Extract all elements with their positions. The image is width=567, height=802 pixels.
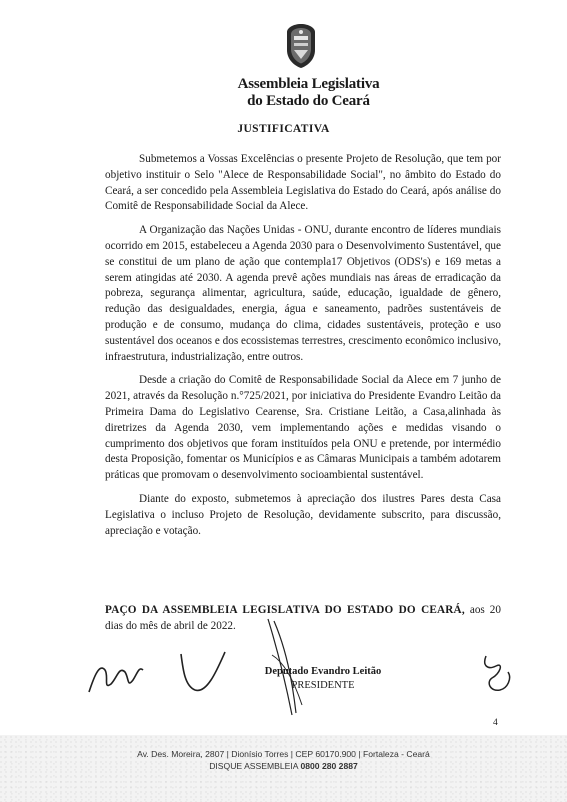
closing-place: PAÇO DA ASSEMBLEIA LEGISLATIVA DO ESTADO DO CEARÁ, <box>105 604 465 616</box>
hotline-label: DISQUE ASSEMBLEIA <box>209 761 299 771</box>
paragraph: A Organização das Nações Unidas - ONU, durante encontro de líderes mundiais ocorrido em 2015, estabeleceu a Agenda 2030 para o Desenvolvimento Sustentável, que se constitui de um plano de ação que contempla17 Objetivos (ODS's) e 169 metas a serem atingidas até 2030. A agenda prevê ações mundiais nas áreas de erradicação da pobreza, segurança alimentar, agricultura, saúde, educação, igualdade de gênero, redução das desigualdades, energia, água e saneamento, padrões sustentáveis de produção e de consumo, mudança do clima, cidades sustentáveis, proteção e uso sustentável dos oceanos e dos ecossistemas terrestres, crescimento econômico inclusivo, infraestrutura, industrialização, entre outros. <box>105 224 501 363</box>
signatory-name: Deputado Evandro Leitão <box>264 666 382 677</box>
hotline-number: 0800 280 2887 <box>300 761 358 771</box>
footer-hotline <box>0 760 567 772</box>
paragraph: Submetemos a Vossas Excelências o presente Projeto de Resolução, que tem por objetivo instituir o Selo "Alece de Responsabilidade Social", no âmbito do Estado do Ceará, a ser concedido pela Assembleia Legislativa do Estado do Ceará, após análise do Comitê de Responsabilidade Social da Alece. <box>105 153 501 213</box>
institution-line-1: Assembleia Legislativa <box>237 76 380 92</box>
justification-body <box>105 152 501 547</box>
footer <box>0 748 567 772</box>
signatory-role: PRESIDENTE <box>291 680 355 691</box>
paragraph: Desde a criação do Comitê de Responsabilidade Social da Alece em 7 junho de 2021, através da Resolução n.°725/2021, por iniciativa do Presidente Evandro Leitão da Primeira Dama do Legislativo Cearense, Sra. Cristiane Leitão, a Casa,alinhada às diretrizes da Agenda 2030, vem implementando ações e medidas visando o cumprimento dos objetivos que foram instituídos pela ONU e pretende, por intermédio desta Proposição, fomentar os Municípios e as Câmaras Municipais a também adotarem práticas que promovam o desenvolvimento socioambiental sustentável. <box>105 374 501 482</box>
handwritten-initial-icon <box>478 652 520 697</box>
page-number: 4 <box>493 718 498 728</box>
closing-date: aos 20 dias do mês de abril de 2022. <box>105 604 501 632</box>
coat-of-arms-icon <box>283 22 319 70</box>
footer-address: Av. Des. Moreira, 2807 | Dionísio Torres | CEP 60170.900 | Fortaleza - Ceará <box>137 749 430 759</box>
document-title: JUSTIFICATIVA <box>237 123 330 135</box>
institution-line-2: do Estado do Ceará <box>247 93 370 109</box>
institution-name <box>0 76 567 110</box>
signatory <box>258 665 388 693</box>
paragraph: Diante do exposto, submetemos à apreciação dos ilustres Pares desta Casa Legislativa o incluso Projeto de Resolução, devidamente subscrito, para discussão, apreciação e votação. <box>105 492 501 537</box>
handwritten-signature-icon <box>85 640 250 700</box>
